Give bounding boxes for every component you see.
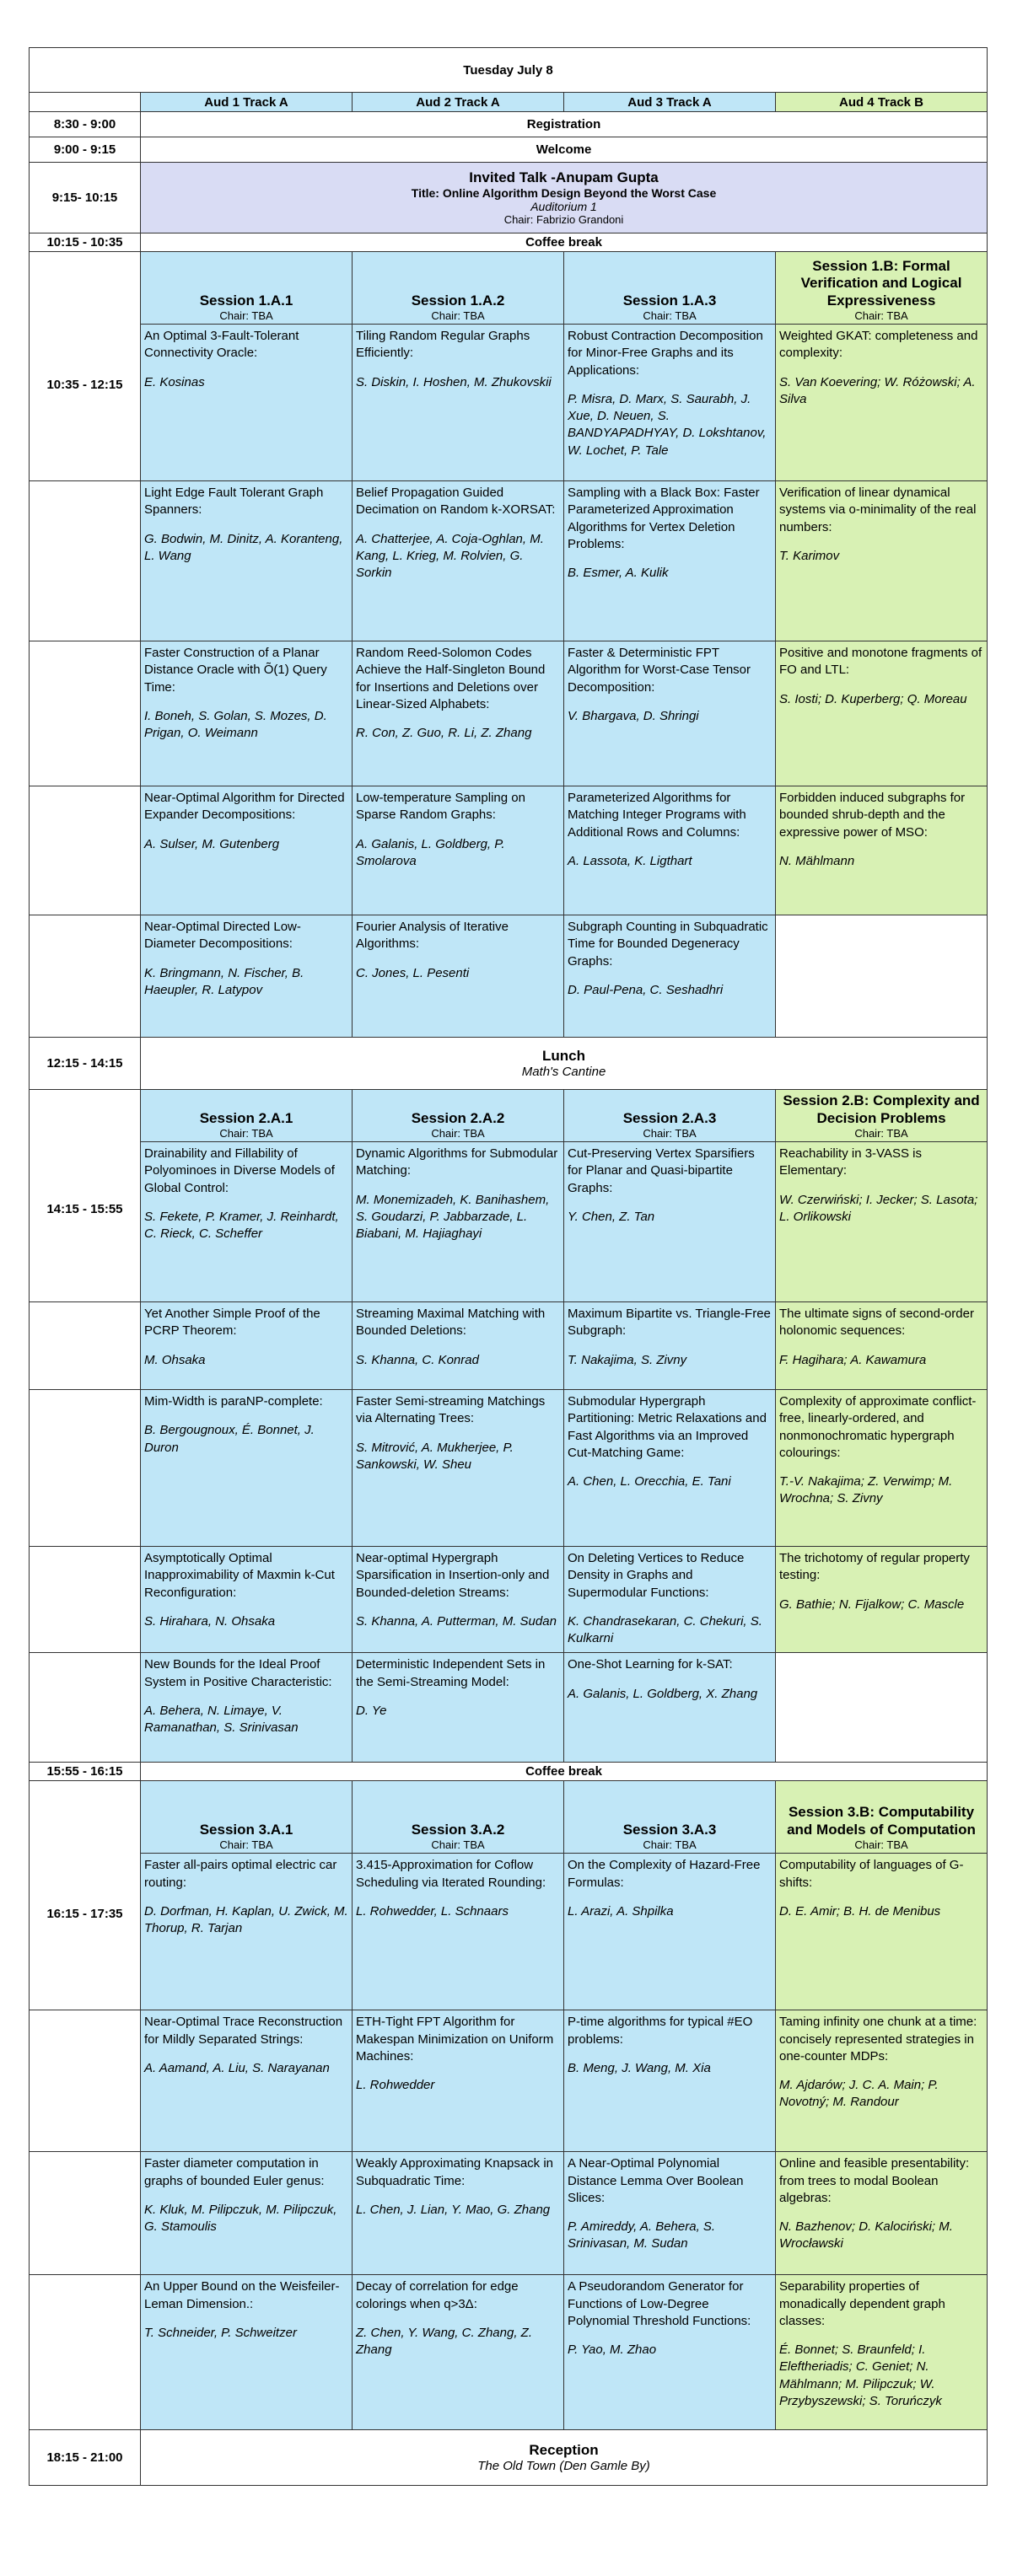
- talk-cell: [564, 1390, 776, 1547]
- time-slot-empty: [30, 786, 141, 915]
- talk-authors: L. Rohwedder: [356, 2078, 435, 2092]
- talk-authors: S. Khanna, A. Putterman, M. Sudan: [356, 1613, 557, 1629]
- talk-row: [30, 1653, 988, 1763]
- talk-title: Drainability and Fillability of Polyominoes in Diverse Models of Global Control:: [144, 1146, 335, 1195]
- coffee-break-row: [30, 1763, 988, 1781]
- time-slot-empty: [30, 915, 141, 1038]
- invited-talk-title: Invited Talk -Anupam Gupta: [469, 169, 659, 185]
- talk-authors: T. Schneider, P. Schweitzer: [144, 2325, 297, 2340]
- talk-title: Separability properties of monadically dependent graph classes:: [779, 2279, 945, 2328]
- talk-cell: [564, 1854, 776, 2010]
- talk-cell: [141, 641, 353, 786]
- talk-authors: L. Rohwedder, L. Schnaars: [356, 1903, 509, 1919]
- talk-authors: S. Diskin, I. Hoshen, M. Zhukovskii: [356, 374, 552, 389]
- talk-title: Tiling Random Regular Graphs Efficiently:: [356, 329, 530, 361]
- talk-title: Verification of linear dynamical systems via o-minimality of the real numbers:: [779, 486, 977, 534]
- talk-authors: C. Jones, L. Pesenti: [356, 965, 470, 980]
- session-chair: Chair: TBA: [431, 1127, 485, 1140]
- registration-row: [30, 112, 988, 137]
- talk-authors: F. Hagihara; A. Kawamura: [779, 1352, 927, 1367]
- talk-title: The ultimate signs of second-order holonomic sequences:: [779, 1307, 974, 1339]
- lunch-label: Lunch: [542, 1048, 585, 1064]
- talk-authors: S. Iosti; D. Kuperberg; Q. Moreau: [779, 691, 967, 706]
- talk-row: [30, 1302, 988, 1390]
- session-header-cell: [141, 1090, 353, 1142]
- time-slot: 14:15 - 15:55: [30, 1090, 141, 1302]
- time-slot: 15:55 - 16:15: [30, 1763, 141, 1781]
- reception-place: The Old Town (Den Gamle By): [477, 2459, 650, 2474]
- talk-title: Subgraph Counting in Subquadratic Time for Bounded Degeneracy Graphs:: [568, 920, 768, 969]
- talk-authors: M. Ohsaka: [144, 1352, 206, 1367]
- coffee-break-row: [30, 233, 988, 252]
- talk-row: [30, 1854, 988, 2010]
- talk-title: New Bounds for the Ideal Proof System in Positive Characteristic:: [144, 1657, 332, 1689]
- coffee-break-label: Coffee break: [141, 233, 988, 252]
- talk-row: [30, 915, 988, 1038]
- talk-authors: Y. Chen, Z. Tan: [568, 1209, 655, 1224]
- talk-title: A Near-Optimal Polynomial Distance Lemma Over Boolean Slices:: [568, 2156, 744, 2205]
- talk-title: Near-Optimal Algorithm for Directed Expander Decompositions:: [144, 791, 345, 823]
- reception-cell: [141, 2430, 988, 2486]
- talk-authors: L. Arazi, A. Shpilka: [568, 1903, 674, 1919]
- talk-authors: A. Sulser, M. Gutenberg: [144, 836, 280, 851]
- time-slot: 10:35 - 12:15: [30, 252, 141, 481]
- time-slot: 9:00 - 9:15: [30, 137, 141, 163]
- talk-row: [30, 641, 988, 786]
- talk-title: Belief Propagation Guided Decimation on Random k-XORSAT:: [356, 486, 556, 518]
- session-chair: Chair: TBA: [219, 1127, 273, 1140]
- talk-title: Light Edge Fault Tolerant Graph Spanners:: [144, 486, 324, 518]
- talk-authors: D. Paul-Pena, C. Seshadhri: [568, 982, 724, 997]
- talk-cell: [776, 481, 988, 641]
- talk-cell: [776, 1547, 988, 1653]
- talk-row: [30, 2152, 988, 2275]
- talk-title: Forbidden induced subgraphs for bounded shrub-depth and the expressive power of MSO:: [779, 791, 966, 840]
- talk-cell: [564, 1302, 776, 1390]
- talk-authors: S. Van Koevering; W. Różowski; A. Silva: [779, 374, 976, 406]
- talk-title: Parameterized Algorithms for Matching Integer Programs with Additional Rows and Columns:: [568, 791, 746, 840]
- welcome-row: [30, 137, 988, 163]
- talk-cell: [353, 915, 564, 1038]
- talk-cell: [353, 1653, 564, 1763]
- talk-cell: [353, 2010, 564, 2152]
- talk-authors: T. Karimov: [779, 548, 840, 563]
- talk-authors: A. Lassota, K. Ligthart: [568, 853, 692, 868]
- talk-cell: [564, 2010, 776, 2152]
- talk-authors: P. Amireddy, A. Behera, S. Srinivasan, M. Sudan: [568, 2219, 716, 2251]
- talk-cell: [776, 2010, 988, 2152]
- talk-cell: [353, 1547, 564, 1653]
- talk-cell: [776, 1142, 988, 1302]
- session-header-row: [30, 1781, 988, 1854]
- talk-authors: R. Con, Z. Guo, R. Li, Z. Zhang: [356, 726, 532, 740]
- talk-cell: [141, 1390, 353, 1547]
- talk-authors: Z. Chen, Y. Wang, C. Zhang, Z. Zhang: [356, 2325, 532, 2357]
- session-name: Session 1.A.1: [199, 292, 293, 309]
- talk-row: [30, 786, 988, 915]
- talk-authors: D. E. Amir; B. H. de Menibus: [779, 1903, 941, 1919]
- empty-cell: [776, 1653, 988, 1763]
- talk-authors: A. Aamand, A. Liu, S. Narayanan: [144, 2060, 330, 2075]
- talk-authors: T.-V. Nakajima; Z. Verwimp; M. Wrochna; S. Zivny: [779, 1474, 953, 1506]
- talk-cell: [141, 2152, 353, 2275]
- talk-cell: [564, 915, 776, 1038]
- talk-authors: N. Mählmann: [779, 853, 855, 868]
- talk-cell: [141, 915, 353, 1038]
- talk-cell: [353, 325, 564, 481]
- talk-title: Sampling with a Black Box: Faster Parameterized Approximation Algorithms for Vertex Deletion Problems:: [568, 486, 760, 551]
- session-name: Session 1.A.3: [622, 292, 717, 309]
- time-slot: 10:15 - 10:35: [30, 233, 141, 252]
- talk-title: Streaming Maximal Matching with Bounded Deletions:: [356, 1307, 546, 1339]
- session-name: Session 3.A.3: [622, 1821, 717, 1838]
- session-header-cell: [353, 1090, 564, 1142]
- talk-title: Faster all-pairs optimal electric car routing:: [144, 1858, 337, 1890]
- talk-cell: [353, 2152, 564, 2275]
- talk-cell: [564, 786, 776, 915]
- talk-title: Yet Another Simple Proof of the PCRP Theorem:: [144, 1307, 320, 1339]
- talk-authors: B. Bergougnoux, É. Bonnet, J. Duron: [144, 1423, 315, 1455]
- session-header-row: [30, 252, 988, 325]
- track-header-aud3: Aud 3 Track A: [564, 93, 776, 112]
- track-header-aud1: Aud 1 Track A: [141, 93, 353, 112]
- session-chair: Chair: TBA: [643, 1127, 697, 1140]
- talk-row: [30, 481, 988, 641]
- talk-row: [30, 1547, 988, 1653]
- talk-title: Weighted GKAT: completeness and complexity:: [779, 329, 978, 361]
- talk-authors: V. Bhargava, D. Shringi: [568, 708, 699, 723]
- talk-authors: G. Bathie; N. Fijalkow; C. Mascle: [779, 1597, 965, 1612]
- track-header-aud2: Aud 2 Track A: [353, 93, 564, 112]
- session-name: Session 2.A.3: [622, 1109, 717, 1126]
- talk-authors: A. Galanis, L. Goldberg, P. Smolarova: [356, 836, 505, 868]
- talk-title: An Upper Bound on the Weisfeiler-Leman Dimension.:: [144, 2279, 340, 2311]
- time-slot-empty: [30, 1547, 141, 1653]
- talk-cell: [353, 786, 564, 915]
- talk-authors: B. Meng, J. Wang, M. Xia: [568, 2060, 711, 2075]
- talk-authors: T. Nakajima, S. Zivny: [568, 1352, 687, 1367]
- talk-cell: [776, 1854, 988, 2010]
- time-slot-empty: [30, 481, 141, 641]
- talk-authors: N. Bazhenov; D. Kalociński; M. Wrocławski: [779, 2219, 953, 2251]
- invited-talk-row: [30, 163, 988, 233]
- session-name: Session 2.A.1: [199, 1109, 293, 1126]
- talk-title: Decay of correlation for edge colorings when q>3Δ:: [356, 2279, 519, 2311]
- talk-cell: [141, 1302, 353, 1390]
- session-header-cell: [776, 1090, 988, 1142]
- coffee-break-label: Coffee break: [141, 1763, 988, 1781]
- talk-authors: B. Esmer, A. Kulik: [568, 566, 669, 580]
- talk-row: [30, 2010, 988, 2152]
- talk-cell: [353, 1854, 564, 2010]
- talk-title: Faster diameter computation in graphs of bounded Euler genus:: [144, 2156, 325, 2188]
- talk-title: Submodular Hypergraph Partitioning: Metric Relaxations and Fast Algorithms via an Improved Cut-Matching Game:: [568, 1394, 767, 1460]
- session-header-cell: [353, 252, 564, 325]
- session-header-row: [30, 1090, 988, 1142]
- talk-authors: É. Bonnet; S. Braunfeld; I. Eleftheriadis; C. Geniet; N. Mählmann; M. Pilipczuk; W. Przybyszewski; S. Toruńczyk: [779, 2343, 942, 2408]
- time-slot-empty: [30, 1390, 141, 1547]
- talk-cell: [141, 1653, 353, 1763]
- time-slot: 9:15- 10:15: [30, 163, 141, 233]
- talk-title: An Optimal 3-Fault-Tolerant Connectivity Oracle:: [144, 329, 299, 361]
- time-slot: 16:15 - 17:35: [30, 1781, 141, 2010]
- track-header-aud4: Aud 4 Track B: [776, 93, 988, 112]
- talk-authors: W. Czerwiński; I. Jecker; S. Lasota; L. Orlikowski: [779, 1192, 978, 1224]
- talk-title: Taming infinity one chunk at a time: concisely represented strategies in one-counter MDPs:: [779, 2015, 977, 2063]
- talk-authors: S. Mitrović, A. Mukherjee, P. Sankowski, W. Sheu: [356, 1440, 514, 1472]
- talk-authors: S. Hirahara, N. Ohsaka: [144, 1613, 276, 1629]
- session-name: Session 1.B: Formal Verification and Logical Expressiveness: [800, 257, 962, 309]
- track-header-row: [30, 93, 988, 112]
- registration-label: Registration: [141, 112, 988, 137]
- talk-cell: [776, 2275, 988, 2430]
- session-chair: Chair: TBA: [643, 309, 697, 322]
- talk-title: Faster & Deterministic FPT Algorithm for Worst-Case Tensor Decomposition:: [568, 646, 751, 695]
- talk-cell: [564, 2275, 776, 2430]
- reception-label: Reception: [529, 2442, 599, 2459]
- talk-authors: E. Kosinas: [144, 374, 205, 389]
- session-header-cell: [141, 1781, 353, 1854]
- talk-title: Faster Construction of a Planar Distance Oracle with Õ(1) Query Time:: [144, 646, 327, 695]
- talk-cell: [776, 325, 988, 481]
- invited-talk-room: Auditorium 1: [530, 200, 597, 213]
- talk-title: Low-temperature Sampling on Sparse Random Graphs:: [356, 791, 525, 823]
- session-header-cell: [564, 252, 776, 325]
- session-header-cell: [776, 1781, 988, 1854]
- session-name: Session 3.A.1: [199, 1821, 293, 1838]
- talk-authors: D. Ye: [356, 1703, 387, 1718]
- lunch-cell: [141, 1038, 988, 1090]
- invited-talk: [141, 163, 988, 233]
- session-name: Session 2.B: Complexity and Decision Problems: [783, 1092, 980, 1126]
- time-slot-empty: [30, 2152, 141, 2275]
- talk-authors: D. Dorfman, H. Kaplan, U. Zwick, M. Thorup, R. Tarjan: [144, 1903, 348, 1935]
- talk-cell: [141, 1547, 353, 1653]
- talk-cell: [564, 641, 776, 786]
- talk-authors: S. Fekete, P. Kramer, J. Reinhardt, C. Rieck, C. Scheffer: [144, 1209, 339, 1241]
- talk-title: Near-Optimal Directed Low-Diameter Decompositions:: [144, 920, 301, 952]
- session-chair: Chair: TBA: [431, 309, 485, 322]
- talk-cell: [564, 1547, 776, 1653]
- talk-title: Maximum Bipartite vs. Triangle-Free Subgraph:: [568, 1307, 771, 1339]
- talk-cell: [564, 2152, 776, 2275]
- talk-cell: [141, 481, 353, 641]
- talk-cell: [353, 481, 564, 641]
- talk-title: Deterministic Independent Sets in the Semi-Streaming Model:: [356, 1657, 546, 1689]
- talk-title: Random Reed-Solomon Codes Achieve the Half-Singleton Bound for Insertions and Deletions over Linear-Sized Alphabets:: [356, 646, 546, 711]
- talk-cell: [776, 1390, 988, 1547]
- talk-title: Positive and monotone fragments of FO and LTL:: [779, 646, 982, 678]
- talk-title: A Pseudorandom Generator for Functions of Low-Degree Polynomial Threshold Functions:: [568, 2279, 751, 2328]
- session-header-cell: [564, 1781, 776, 1854]
- talk-title: The trichotomy of regular property testing:: [779, 1551, 970, 1583]
- time-slot-empty: [30, 1653, 141, 1763]
- talk-cell: [353, 641, 564, 786]
- talk-authors: L. Chen, J. Lian, Y. Mao, G. Zhang: [356, 2202, 551, 2217]
- title-row: [30, 48, 988, 93]
- talk-title: Near-optimal Hypergraph Sparsification in Insertion-only and Bounded-deletion Streams:: [356, 1551, 550, 1600]
- talk-authors: K. Chandrasekaran, C. Chekuri, S. Kulkarni: [568, 1613, 762, 1645]
- time-slot: 12:15 - 14:15: [30, 1038, 141, 1090]
- talk-title: Mim-Width is paraNP-complete:: [144, 1394, 323, 1409]
- talk-cell: [776, 641, 988, 786]
- empty-cell: [776, 915, 988, 1038]
- session-chair: Chair: TBA: [854, 309, 908, 322]
- session-name: Session 1.A.2: [411, 292, 505, 309]
- talk-row: [30, 325, 988, 481]
- session-chair: Chair: TBA: [219, 1838, 273, 1852]
- talk-cell: [353, 2275, 564, 2430]
- talk-cell: [141, 325, 353, 481]
- talk-cell: [353, 1142, 564, 1302]
- talk-title: Asymptotically Optimal Inapproximability of Maxmin k-Cut Reconfiguration:: [144, 1551, 335, 1600]
- talk-title: 3.415-Approximation for Coflow Scheduling via Iterated Rounding:: [356, 1858, 546, 1890]
- session-name: Session 3.A.2: [411, 1821, 505, 1838]
- talk-authors: K. Kluk, M. Pilipczuk, M. Pilipczuk, G. Stamoulis: [144, 2202, 337, 2234]
- talk-title: Reachability in 3-VASS is Elementary:: [779, 1146, 922, 1178]
- talk-authors: M. Ajdarów; J. C. A. Main; P. Novotný; M. Randour: [779, 2078, 939, 2110]
- talk-cell: [564, 1142, 776, 1302]
- talk-cell: [141, 1854, 353, 2010]
- talk-cell: [776, 786, 988, 915]
- schedule-table: [29, 47, 988, 2486]
- time-slot-empty: [30, 641, 141, 786]
- talk-cell: [776, 1302, 988, 1390]
- talk-title: Computability of languages of G-shifts:: [779, 1858, 964, 1890]
- time-slot-empty: [30, 1302, 141, 1390]
- session-chair: Chair: TBA: [431, 1838, 485, 1852]
- talk-title: P-time algorithms for typical #EO problems:: [568, 2015, 753, 2047]
- talk-authors: A. Galanis, L. Goldberg, X. Zhang: [568, 1686, 758, 1701]
- talk-authors: M. Monemizadeh, K. Banihashem, S. Goudarzi, P. Jabbarzade, L. Biabani, M. Hajiaghayi: [356, 1192, 550, 1241]
- talk-title: Near-Optimal Trace Reconstruction for Mildly Separated Strings:: [144, 2015, 343, 2047]
- session-chair: Chair: TBA: [854, 1127, 908, 1140]
- lunch-place: Math's Cantine: [521, 1065, 606, 1079]
- lunch-row: [30, 1038, 988, 1090]
- talk-cell: [564, 325, 776, 481]
- time-slot: 18:15 - 21:00: [30, 2430, 141, 2486]
- invited-talk-chair: Chair: Fabrizio Grandoni: [503, 213, 624, 226]
- talk-authors: P. Misra, D. Marx, S. Saurabh, J. Xue, D. Neuen, S. BANDYAPADHYAY, D. Lokshtanov, W. Lochet, P. Tale: [568, 391, 767, 458]
- time-slot: 8:30 - 9:00: [30, 112, 141, 137]
- session-header-cell: [564, 1090, 776, 1142]
- talk-cell: [564, 1653, 776, 1763]
- talk-title: ETH-Tight FPT Algorithm for Makespan Minimization on Uniform Machines:: [356, 2015, 554, 2063]
- talk-cell: [141, 1142, 353, 1302]
- time-slot-empty: [30, 2275, 141, 2430]
- talk-authors: I. Boneh, S. Golan, S. Mozes, D. Prigan, O. Weimann: [144, 708, 327, 740]
- talk-cell: [353, 1390, 564, 1547]
- talk-cell: [141, 2010, 353, 2152]
- talk-title: On the Complexity of Hazard-Free Formulas:: [568, 1858, 761, 1890]
- talk-title: One-Shot Learning for k-SAT:: [568, 1657, 733, 1672]
- talk-title: Complexity of approximate conflict-free, linearly-ordered, and nonmonochromatic hypergraph colourings:: [779, 1394, 977, 1460]
- reception-row: [30, 2430, 988, 2486]
- talk-authors: S. Khanna, C. Konrad: [356, 1352, 479, 1367]
- time-header: [30, 93, 141, 112]
- session-header-cell: [141, 252, 353, 325]
- talk-cell: [141, 2275, 353, 2430]
- session-chair: Chair: TBA: [219, 309, 273, 322]
- talk-title: Weakly Approximating Knapsack in Subquadratic Time:: [356, 2156, 554, 2188]
- talk-cell: [776, 2152, 988, 2275]
- talk-cell: [141, 786, 353, 915]
- page-title: Tuesday July 8: [30, 48, 988, 93]
- talk-authors: P. Yao, M. Zhao: [568, 2343, 657, 2357]
- talk-cell: [353, 1302, 564, 1390]
- session-chair: Chair: TBA: [643, 1838, 697, 1852]
- time-slot-empty: [30, 2010, 141, 2152]
- talk-authors: A. Behera, N. Limaye, V. Ramanathan, S. Srinivasan: [144, 1703, 299, 1735]
- talk-authors: K. Bringmann, N. Fischer, B. Haeupler, R. Latypov: [144, 965, 304, 997]
- talk-row: [30, 1390, 988, 1547]
- talk-cell: [564, 481, 776, 641]
- session-header-cell: [776, 252, 988, 325]
- talk-title: Dynamic Algorithms for Submodular Matching:: [356, 1146, 558, 1178]
- talk-row: [30, 2275, 988, 2430]
- talk-title: Faster Semi-streaming Matchings via Alternating Trees:: [356, 1394, 546, 1426]
- session-name: Session 2.A.2: [411, 1109, 505, 1126]
- talk-title: Fourier Analysis of Iterative Algorithms:: [356, 920, 509, 952]
- talk-authors: G. Bodwin, M. Dinitz, A. Koranteng, L. Wang: [144, 531, 343, 563]
- welcome-label: Welcome: [141, 137, 988, 163]
- talk-title: Cut-Preserving Vertex Sparsifiers for Planar and Quasi-bipartite Graphs:: [568, 1146, 755, 1195]
- session-chair: Chair: TBA: [854, 1838, 908, 1852]
- talk-title: On Deleting Vertices to Reduce Density in Graphs and Supermodular Functions:: [568, 1551, 745, 1600]
- session-name: Session 3.B: Computability and Models of Computation: [787, 1804, 976, 1838]
- talk-authors: A. Chatterjee, A. Coja-Oghlan, M. Kang, L. Krieg, M. Rolvien, G. Sorkin: [356, 531, 544, 580]
- talk-authors: A. Chen, L. Orecchia, E. Tani: [568, 1474, 731, 1489]
- talk-row: [30, 1142, 988, 1302]
- invited-talk-subtitle: Title: Online Algorithm Design Beyond the Worst Case: [411, 186, 717, 200]
- talk-title: Online and feasible presentability: from trees to modal Boolean algebras:: [779, 2156, 970, 2205]
- talk-title: Robust Contraction Decomposition for Minor-Free Graphs and its Applications:: [568, 329, 763, 378]
- session-header-cell: [353, 1781, 564, 1854]
